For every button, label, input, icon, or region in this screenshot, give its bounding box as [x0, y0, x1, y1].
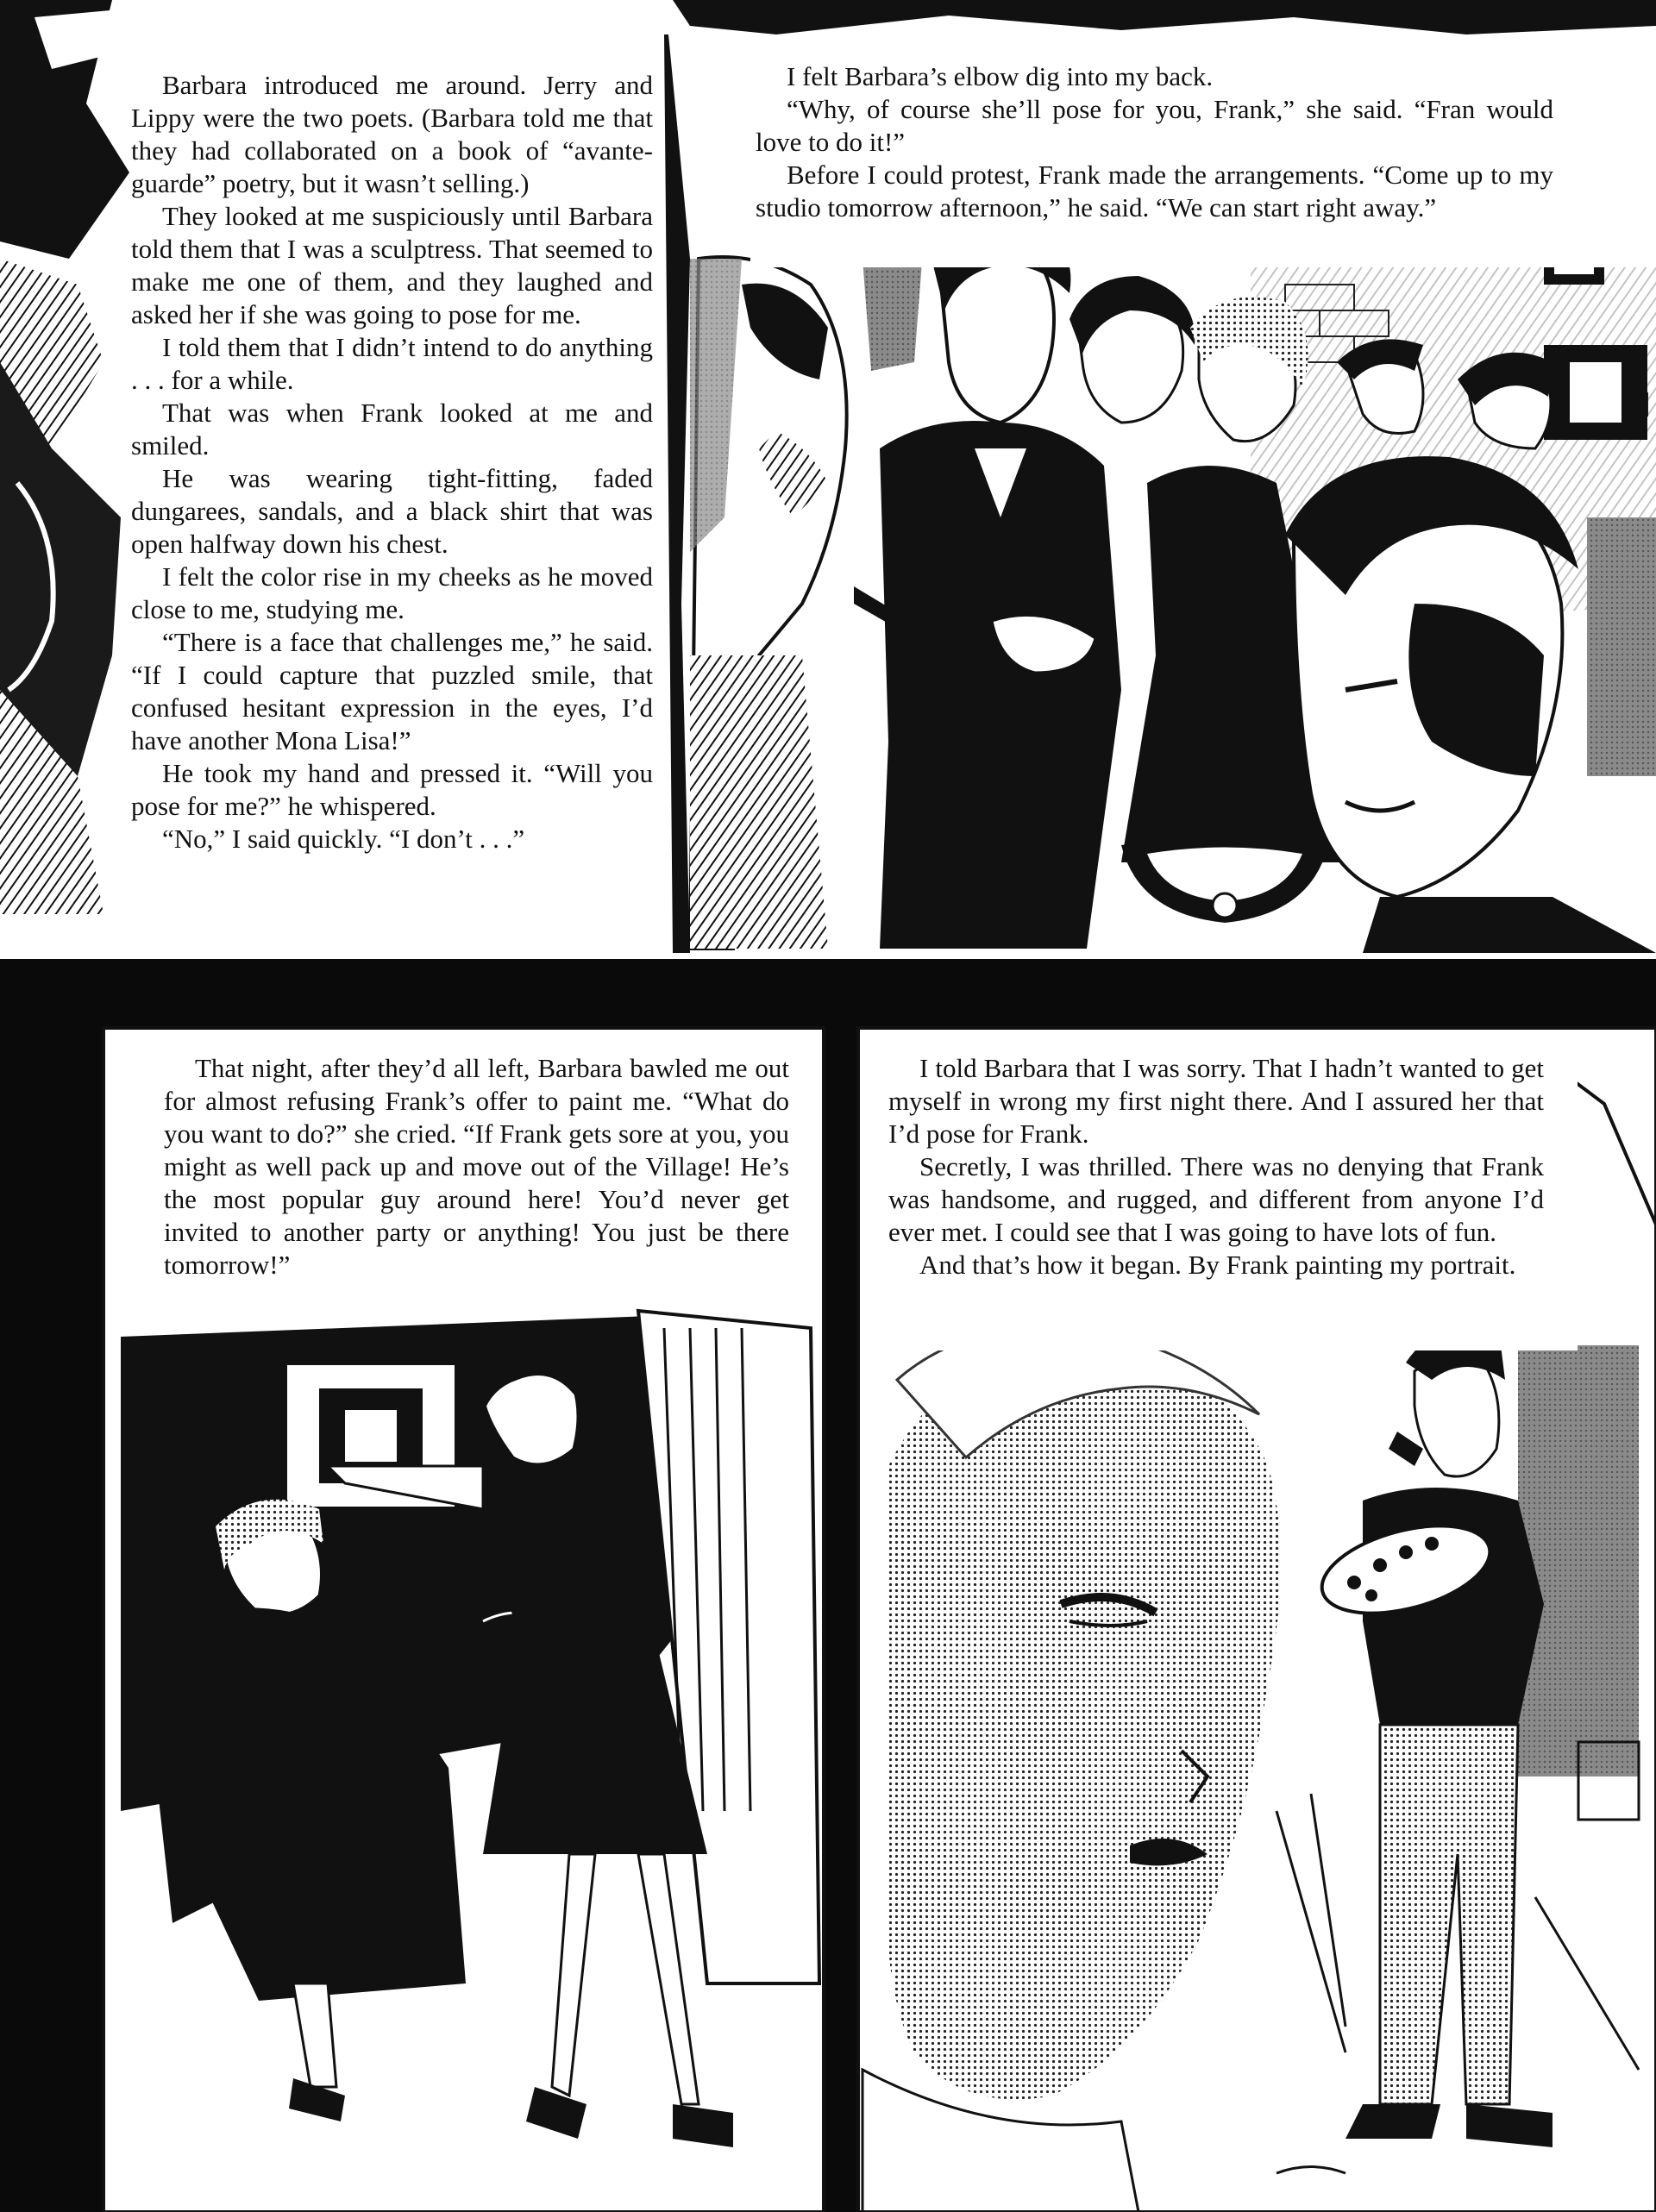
panel-1-paragraph: He took my hand and pressed it. “Will you pose for me?” he whispered.	[131, 758, 653, 821]
panel-2-paragraph: I felt Barbara’s elbow dig into my back.	[787, 61, 1214, 91]
panel-4-paragraph: Secretly, I was thrilled. There was no denying that Frank was handsome, and rugged, and different from anyone I’d ever met. I could see that I was going to have lots of fun.	[888, 1151, 1544, 1247]
panel-2-paragraph: “Why, of course she’ll pose for you, Frank,” she said. “Fran would love to do it!”	[756, 94, 1553, 157]
panel-3-paragraph: That night, after they’d all left, Barbara bawled me out for almost refusing Frank’s offer to paint me. “What do you want to do?” she cried. “If Frank gets sore at you, you might as well pack up and move out of the Village! He’s the most popular guy around here! You’d never get invited to another party or anything! You just be there tomorrow!”	[164, 1053, 789, 1280]
panel-1-paragraph: “There is a face that challenges me,” he said. “If I could capture that puzzled smile, that confused hesitant expression in the eyes, I’d have another Mona Lisa!”	[131, 627, 653, 755]
panel-1-paragraph: Barbara introduced me around. Jerry and Lippy were the two poets. (Barbara told me that they had collaborated on a book of “avante-guarde” poetry, but it wasn’t selling.)	[131, 70, 653, 198]
panel-4-paragraph: I told Barbara that I was sorry. That I hadn’t wanted to get myself in wrong my first night there. And I assured her that I’d pose for Frank.	[888, 1053, 1544, 1149]
panel-2-caption	[756, 60, 1553, 224]
torn-top-edge	[673, 0, 1656, 34]
panel-4-paragraph: And that’s how it began. By Frank painting my portrait.	[919, 1250, 1516, 1280]
panel-4-caption	[888, 1052, 1544, 1281]
panel-2-paragraph: Before I could protest, Frank made the arrangements. “Come up to my studio tomorrow afternoon,” he said. “We can start right away.”	[756, 160, 1553, 222]
panel-3-caption	[164, 1052, 789, 1281]
panel-1-paragraph: I told them that I didn’t intend to do anything . . . for a while.	[131, 332, 653, 395]
panel-1-illustration	[0, 0, 129, 914]
panel-1-paragraph: He was wearing tight-fitting, faded dungarees, sandals, and a black shirt that was open halfway down his chest.	[131, 463, 653, 559]
panel-1-paragraph: They looked at me suspiciously until Barbara told them that I was a sculptress. That seemed to make me one of them, and they laughed and asked her if she was going to pose for me.	[131, 201, 653, 329]
panel-1-caption	[131, 69, 653, 855]
panel-1-paragraph: I felt the color rise in my cheeks as he moved close to me, studying me.	[131, 561, 653, 624]
tier-gutter	[0, 959, 1656, 1028]
panel-1-paragraph: “No,” I said quickly. “I don’t . . .”	[162, 824, 525, 854]
panel-1-paragraph: That was when Frank looked at me and smiled.	[131, 398, 653, 461]
